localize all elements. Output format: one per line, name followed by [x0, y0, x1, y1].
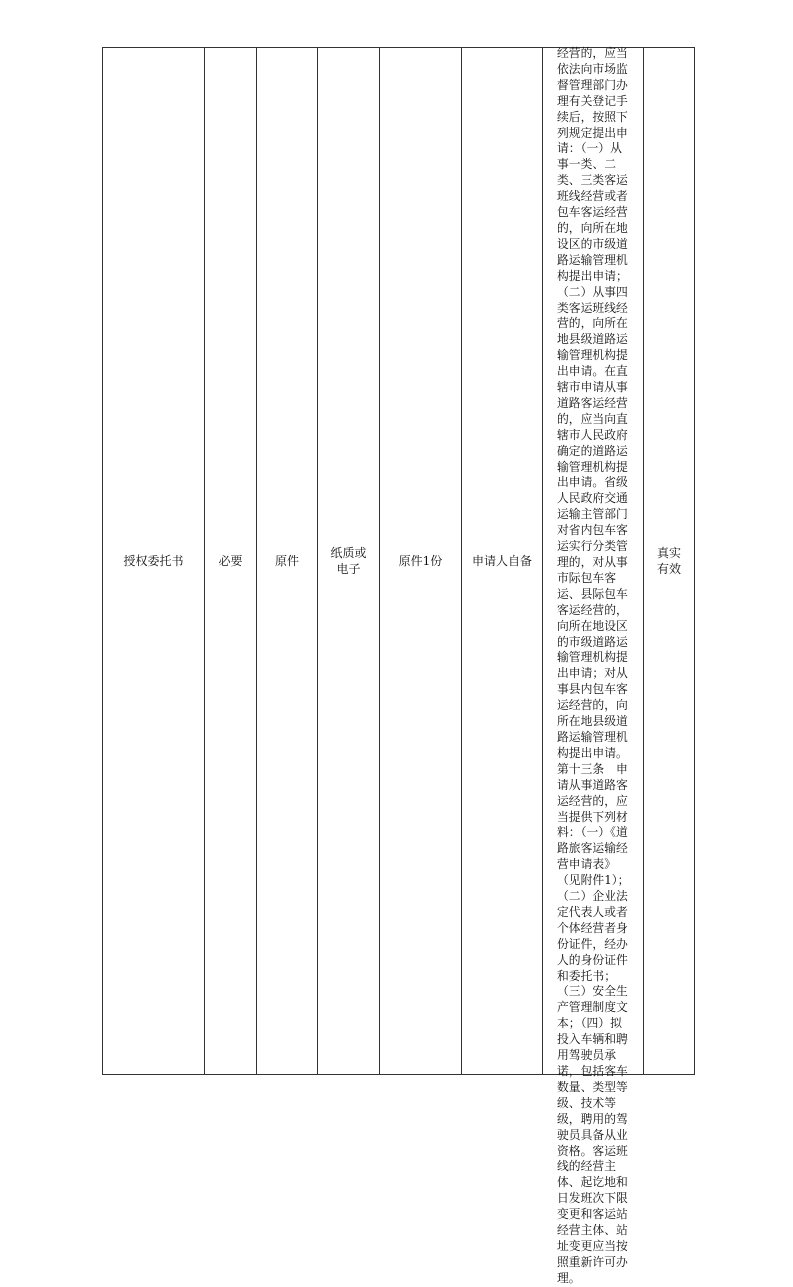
material-name-cell [103, 48, 205, 1075]
requirement: 必要 [218, 554, 243, 568]
quantity: 原件1份 [398, 554, 443, 568]
material-form-cell [318, 48, 380, 1075]
material-name: 授权委托书 [123, 554, 184, 568]
quantity-cell [380, 48, 462, 1075]
legal-basis-cell [543, 46, 644, 1285]
source: 申请人自备 [471, 554, 532, 568]
requirement-cell [205, 48, 257, 1075]
source-cell [462, 48, 543, 1075]
material-type: 原件 [274, 554, 299, 568]
requirement-note: 真实有效 [656, 546, 681, 576]
table-row [103, 48, 695, 1075]
legal-basis-text: 经营的，应当依法向市场监督管理部门办理有关登记手续后，按照下列规定提出申请：（一）从事一类、二类、三类客运班线经营或者包车客运经营的，向所在地设区的市级道路运输管理机构提出申请；（二）从事四类客运班线经营的，向所在地县级道路运输管理机构提出申请。在直辖市申请从事道路客运经营的，应当向直辖市人民政府确定的道路运输管理机构提出申请。省级人民政府交通运输主管部门对省内包车客运实行分类管理的，对从事市际包车客运、县际包车客运经营的，向所在地设区的市级道路运输管理机构提出申请；对从事县内包车客运经营的，向所在地县级道路运输管理机构提出申请。第十三条 申请从事道路客运经营的，应当提供下列材料：（一）《道路旅客运输经营申请表》（见附件1）；（二）企业法定代表人或者个体经营者身份证件，经办人的身份证件和委托书；（三）安全生产管理制度文本；（四）拟投入车辆和聘用驾驶员承诺，包括客车数量、类型等级、技术等级，聘用的驾驶员具备从业资格。客运班线的经营主体、起讫地和日发班次下限变更和客运站经营主体、站址变更应当按照重新许可办理。 [557, 46, 630, 1285]
requirement-note-cell [644, 48, 695, 1075]
material-type-cell [257, 48, 318, 1075]
material-form: 纸质或电子 [330, 546, 367, 576]
materials-table [102, 46, 695, 1285]
